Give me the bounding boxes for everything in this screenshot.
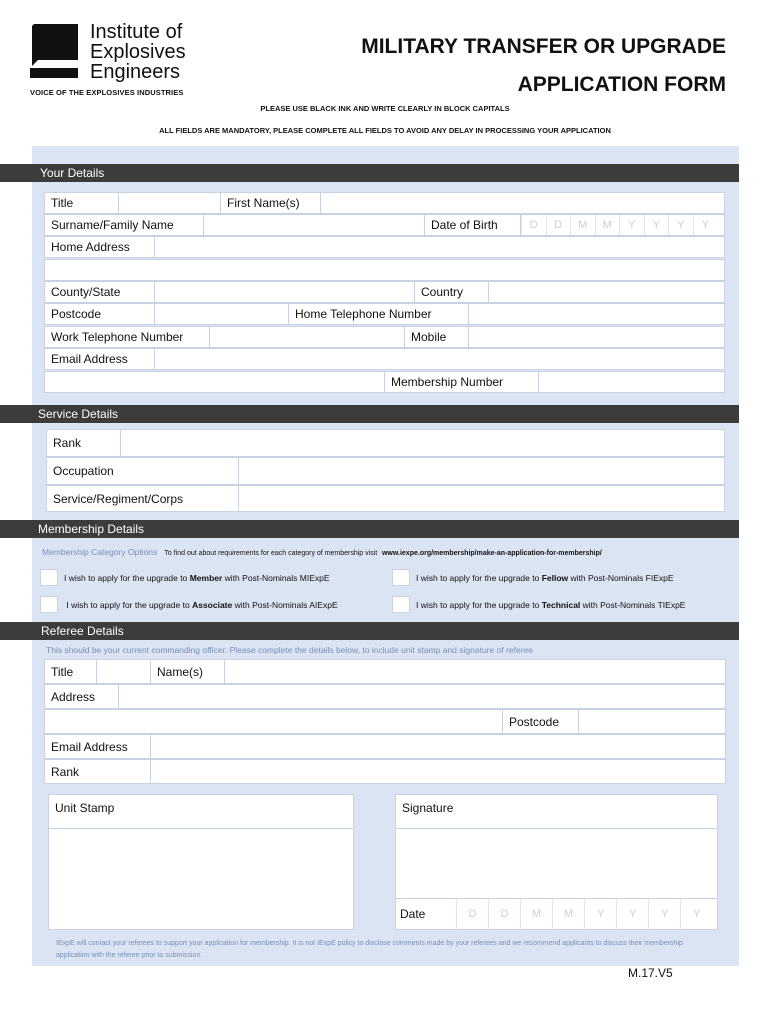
signature-date-input[interactable]: D D M M Y Y Y Y	[456, 899, 717, 929]
row-worktel-mobile	[44, 326, 725, 348]
row-referee-postcode	[44, 709, 726, 734]
blank-field	[45, 372, 385, 392]
postcode-input[interactable]	[155, 304, 289, 324]
label-referee-postcode: Postcode	[503, 710, 579, 733]
option-associate: I wish to apply for the upgrade to Associate with Post-Nominals AIExpE	[40, 596, 338, 613]
option-fellow: I wish to apply for the upgrade to Fellow with Post-Nominals FIExpE	[392, 569, 674, 586]
referee-address-input[interactable]	[119, 685, 725, 708]
home-address-line2-input[interactable]	[44, 259, 725, 281]
label-home-address: Home Address	[45, 237, 155, 257]
referee-names-input[interactable]	[225, 660, 725, 683]
org-logo	[30, 22, 230, 102]
form-title: MILITARY TRANSFER OR UPGRADE APPLICATION FORM	[361, 35, 726, 96]
label-work-tel: Work Telephone Number	[45, 327, 210, 347]
occupation-input[interactable]	[239, 458, 724, 484]
referee-rank-input[interactable]	[151, 760, 725, 783]
section-referee-details: Referee Details	[0, 622, 739, 640]
option-technical: I wish to apply for the upgrade to Technical with Post-Nominals TIExpE	[392, 596, 685, 613]
referee-email-input[interactable]	[151, 735, 725, 758]
regiment-input[interactable]	[239, 486, 724, 511]
label-unit-stamp: Unit Stamp	[49, 795, 353, 829]
unit-stamp-box[interactable]	[48, 794, 354, 930]
form-version: M.17.V5	[628, 966, 673, 980]
label-surname: Surname/Family Name	[45, 215, 204, 235]
label-regiment: Service/Regiment/Corps	[47, 486, 239, 511]
instruction-mandatory: ALL FIELDS ARE MANDATORY, PLEASE COMPLETE ALL FIELDS TO AVOID ANY DELAY IN PROCESSING YOUR APPLICATION	[159, 126, 611, 135]
label-referee-email: Email Address	[45, 735, 151, 758]
label-rank: Rank	[47, 430, 121, 456]
label-first-names: First Name(s)	[221, 193, 321, 213]
speech-bubble-logo-icon	[30, 22, 82, 82]
row-referee-title-names	[44, 659, 726, 684]
label-occupation: Occupation	[47, 458, 239, 484]
surname-input[interactable]	[204, 215, 425, 235]
member-checkbox[interactable]	[40, 569, 58, 586]
country-input[interactable]	[489, 282, 724, 302]
home-address-input[interactable]	[155, 237, 724, 257]
label-dob: Date of Birth	[425, 215, 521, 235]
row-rank	[46, 429, 725, 457]
membership-link[interactable]: www.iexpe.org/membership/make-an-application-for-membership/	[381, 550, 602, 557]
row-regiment	[46, 485, 725, 512]
membership-options-note: Membership Category Options To find out about requirements for each category of membership visit www.iexpe.org/membership/make-an-application-for-membership/	[42, 547, 602, 557]
first-names-input[interactable]	[321, 193, 724, 213]
home-tel-input[interactable]	[469, 304, 724, 324]
label-county: County/State	[45, 282, 155, 302]
row-title-firstname	[44, 192, 725, 214]
fellow-checkbox[interactable]	[392, 569, 410, 586]
label-referee-names: Name(s)	[151, 660, 225, 683]
option-member: I wish to apply for the upgrade to Member with Post-Nominals MIExpE	[40, 569, 330, 586]
membership-number-input[interactable]	[539, 372, 724, 392]
mobile-input[interactable]	[469, 327, 724, 347]
rank-input[interactable]	[121, 430, 724, 456]
county-input[interactable]	[155, 282, 415, 302]
row-surname-dob	[44, 214, 725, 236]
referee-postcode-input[interactable]	[579, 710, 725, 733]
label-signature-date: Date	[400, 907, 426, 921]
row-occupation	[46, 457, 725, 485]
label-signature: Signature	[396, 795, 717, 829]
row-county-country	[44, 281, 725, 303]
label-mobile: Mobile	[405, 327, 469, 347]
instruction-ink: PLEASE USE BLACK INK AND WRITE CLEARLY IN BLOCK CAPITALS	[260, 104, 510, 113]
title-input[interactable]	[119, 193, 221, 213]
row-postcode-hometel	[44, 303, 725, 325]
signature-date-row	[396, 898, 717, 929]
associate-checkbox[interactable]	[40, 596, 58, 613]
row-membership-number	[44, 371, 725, 393]
label-country: Country	[415, 282, 489, 302]
dob-digits: D D M M Y Y Y Y	[521, 215, 724, 235]
referee-disclaimer: IExpE will contact your referees to support your application for membership. It is not IExpE policy to disclose comments made by your referees and we recommend applicants to discuss their membership application with the referee prior to submission.	[56, 940, 683, 959]
label-email: Email Address	[45, 349, 155, 369]
row-referee-rank	[44, 759, 726, 784]
org-tagline: VOICE OF THE EXPLOSIVES INDUSTRIES	[30, 88, 184, 97]
work-tel-input[interactable]	[210, 327, 405, 347]
label-referee-address: Address	[45, 685, 119, 708]
org-name: Institute of Explosives Engineers	[90, 21, 186, 83]
label-title: Title	[45, 193, 119, 213]
email-input[interactable]	[155, 349, 724, 369]
label-postcode: Postcode	[45, 304, 155, 324]
signature-box[interactable]	[395, 794, 718, 930]
dob-input[interactable]	[521, 215, 724, 235]
label-referee-title: Title	[45, 660, 97, 683]
label-home-tel: Home Telephone Number	[289, 304, 469, 324]
referee-title-input[interactable]	[97, 660, 151, 683]
referee-address-line2-input[interactable]	[45, 710, 503, 733]
row-referee-address	[44, 684, 726, 709]
row-referee-email	[44, 734, 726, 759]
referee-note: This should be your current commanding officer. Please complete the details below, to include unit stamp and signature of referee	[46, 645, 533, 655]
row-email	[44, 348, 725, 370]
label-referee-rank: Rank	[45, 760, 151, 783]
section-your-details: Your Details	[0, 164, 739, 182]
row-home-address	[44, 236, 725, 258]
section-service-details: Service Details	[0, 405, 739, 423]
section-membership-details: Membership Details	[0, 520, 739, 538]
technical-checkbox[interactable]	[392, 596, 410, 613]
label-membership-number: Membership Number	[385, 372, 539, 392]
